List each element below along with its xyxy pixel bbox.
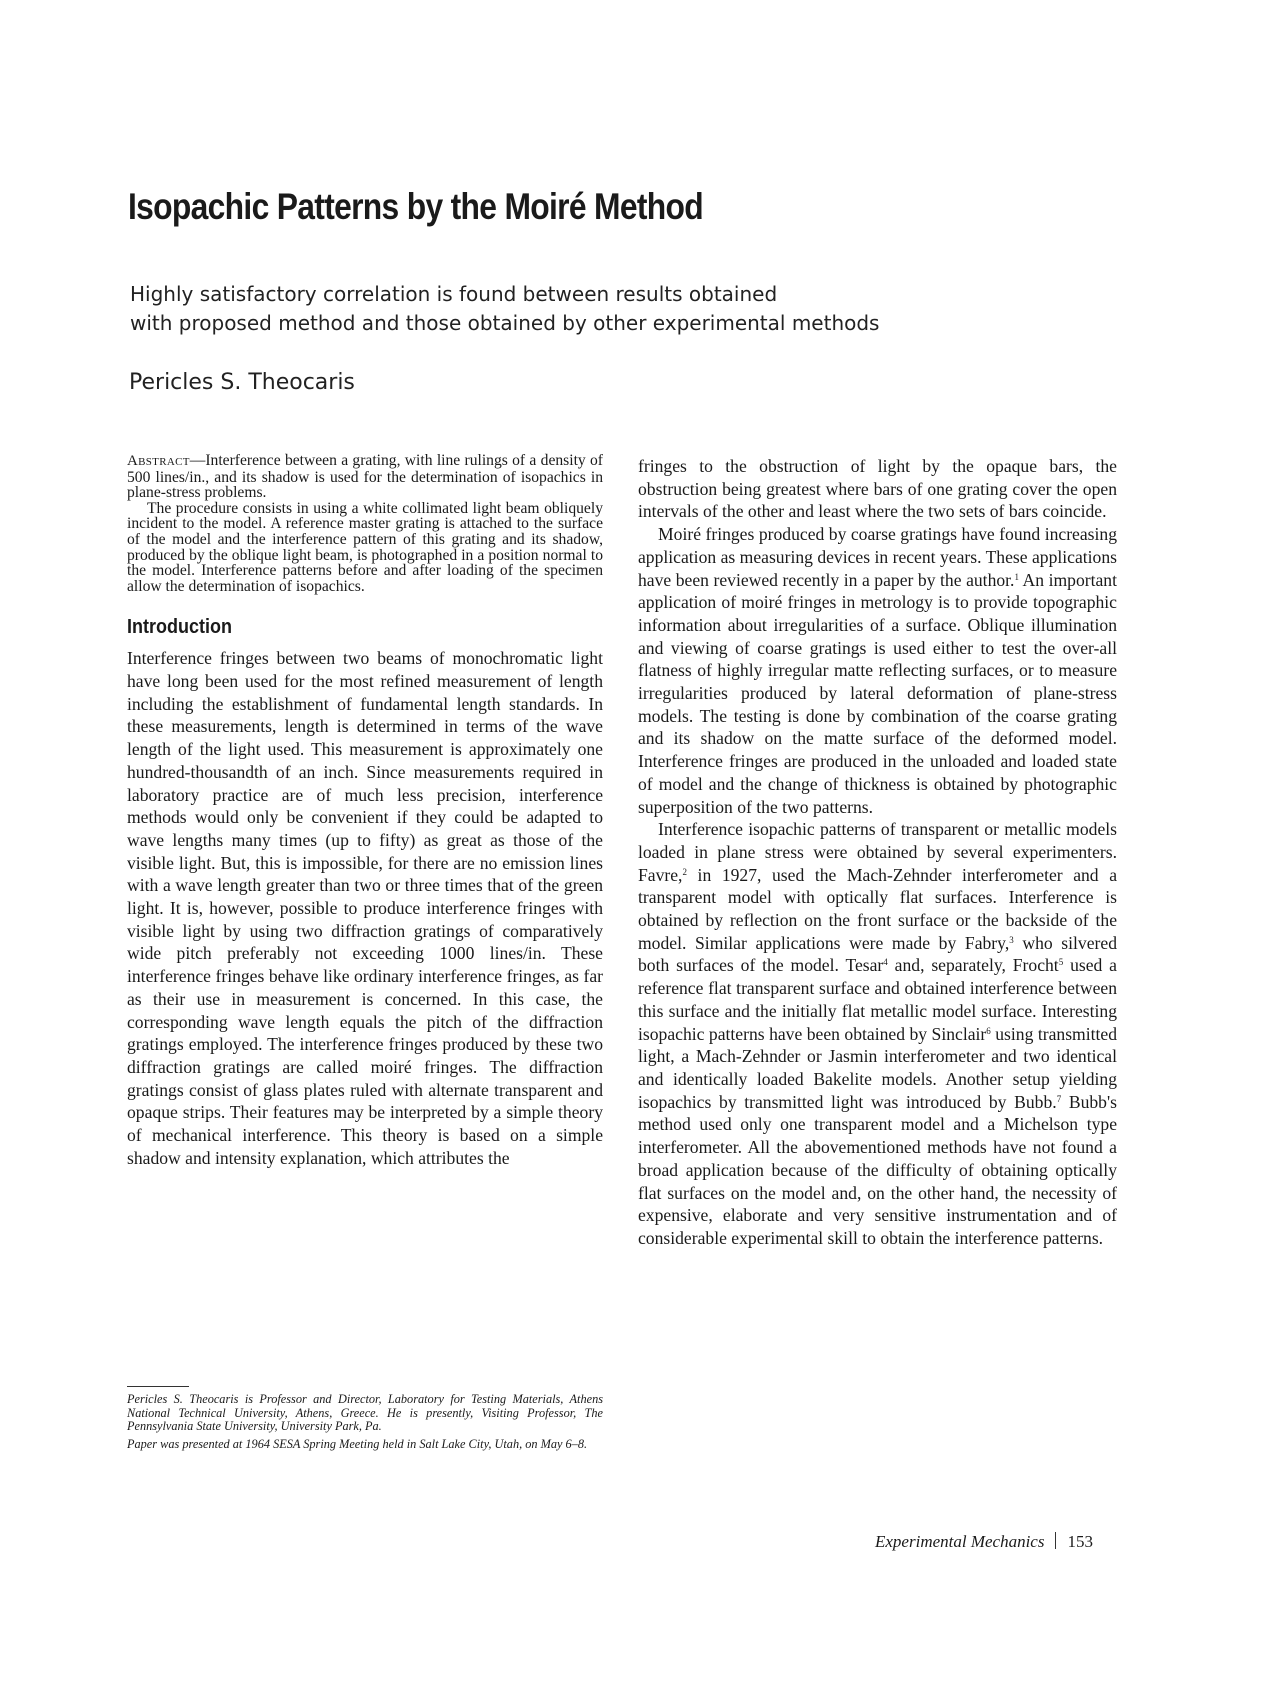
page-footer	[875, 1532, 1093, 1552]
reference-marker: 7	[1056, 1093, 1062, 1104]
abstract	[127, 453, 603, 594]
page-number: 153	[1067, 1532, 1093, 1551]
reference-marker: 3	[1009, 934, 1014, 945]
abstract-text: —Interference between a grating, with line rulings of a density of 500 lines/in., and its shadow is used for the determination of isopachics in plane-stress problems.	[127, 452, 603, 502]
footer-divider	[1055, 1532, 1056, 1549]
reference-marker: 4	[883, 957, 888, 968]
introduction-body	[127, 647, 603, 1169]
footnote-rule	[127, 1386, 189, 1387]
body-text: using transmitted light, a Mach-Zehnder or Jasmin interferometer and two identical and identically loaded Bakelite models. Another setup yielding isopachics by transmitted light was introduced by Bubb.	[638, 1023, 1117, 1112]
body-paragraph: fringes to the obstruction of light by the opaque bars, the obstruction being greatest where bars of one grating cover the open intervals of the other and least where the two sets of bars coincide.	[638, 456, 1117, 522]
section-heading: Introduction	[127, 616, 232, 639]
left-column	[127, 453, 603, 1170]
body-text: An important application of moiré fringes in metrology is to provide topographic information about irregularities of a surface. Oblique illumination and viewing of coarse gratings is used either to test the over-all flatness of highly irregular matte reflecting surfaces, or to measure irregularities produced by lateral deformation of plane-stress models. The testing is done by combination of the coarse grating and its shadow on the matte surface of the deformed model. Interference fringes are produced in the unloaded and loaded state of model and the change of thickness is obtained by photographic superposition of the two patterns.	[638, 569, 1117, 817]
body-paragraph: Interference fringes between two beams of monochromatic light have long been used for the most refined measurement of length including the establishment of fundamental length standards. In these measurements, length is determined in terms of the wave length of the light used. This measurement is approximately one hundred-thousandth of an inch. Since measurements required in laboratory practice are of much less precision, interference methods would only be convenient if they could be adapted to wave lengths many times (up to fifty) as great as those of the visible light. But, this is impossible, for there are no emission lines with a wave length greater than two or three times that of the green light. It is, however, possible to produce interference fringes with visible light by using two diffraction gratings of comparatively wide pitch preferably not exceeding 1000 lines/in. These interference fringes behave like ordinary interference fringes, as far as their use in measurement is concerned. In this case, the corresponding wave length equals the pitch of the diffraction gratings employed. The interference fringes produced by these two diffraction gratings are called moiré fringes. The diffraction gratings consist of glass plates ruled with alternate transparent and opaque strips. Their features may be interpreted by a simple theory of mechanical interference. This theory is based on a simple shadow and intensity explanation, which attributes the	[127, 648, 603, 1168]
abstract-paragraph: The procedure consists in using a white collimated light beam obliquely incident to the model. A reference master grating is attached to the surface of the model and the interference pattern of this grating and its shadow, produced by the oblique light beam, is photographed in a position normal to the model. Interference patterns before and after loading of the specimen allow the determination of isopachics.	[127, 499, 603, 595]
body-text: Moiré fringes produced by coarse gratings have found increasing application as measuring devices in recent years. These applications have been reviewed recently in a paper by the author.	[638, 524, 1117, 590]
body-text: Bubb's method used only one transparent model and a Michelson type interferometer. All the abovementioned methods have not found a broad application because of the difficulty of obtaining optically flat surfaces on the model and, on the other hand, the necessity of expensive, elaborate and very sensitive instrumentation and of considerable experimental skill to obtain the interference patterns.	[638, 1091, 1117, 1248]
footnote: Pericles S. Theocaris is Professor and Director, Laboratory for Testing Materials, Athens National Technical University, Athens, Greece. He is presently, Visiting Professor, The Pennsylvania State University, University Park, Pa.	[127, 1392, 603, 1434]
body-paragraph	[638, 818, 1117, 1249]
footnotes	[127, 1386, 603, 1455]
body-paragraph	[638, 523, 1117, 818]
right-column	[638, 455, 1117, 1250]
reference-marker: 2	[682, 866, 687, 877]
reference-marker: 5	[1058, 957, 1064, 968]
subtitle-line: Highly satisfactory correlation is found between results obtained	[130, 282, 778, 306]
body-text: in 1927, used the Mach-Zehnder interferometer and a transparent model with optically flat surfaces. Interference is obtained by reflection on the front surface or the backside of the model. Similar applications were made by Fabry,	[638, 864, 1117, 953]
subtitle-line: with proposed method and those obtained by other experimental methods	[130, 311, 880, 335]
body-text: and, separately, Frocht	[887, 955, 1059, 976]
abstract-paragraph	[127, 453, 603, 501]
article-title: Isopachic Patterns by the Moiré Method	[128, 186, 704, 227]
reference-marker: 6	[986, 1025, 991, 1036]
body-text: Interference isopachic patterns of transparent or metallic models loaded in plane stress were obtained by several experimenters. Favre,	[638, 819, 1117, 885]
abstract-label: Abstract	[127, 453, 190, 469]
journal-name: Experimental Mechanics	[875, 1532, 1045, 1551]
reference-marker: 1	[1014, 571, 1019, 582]
article-subtitle	[130, 280, 1030, 338]
author-name: Pericles S. Theocaris	[129, 370, 355, 395]
body-text: who silvered both surfaces of the model. Tesar	[638, 932, 1117, 976]
body-text: used a reference flat transparent surface and obtained interference between this surface and the initially flat metallic model surface. Interesting isopachic patterns have been obtained by Sinclair	[638, 955, 1117, 1044]
footnote: Paper was presented at 1964 SESA Spring Meeting held in Salt Lake City, Utah, on May 6–8.	[127, 1436, 588, 1451]
